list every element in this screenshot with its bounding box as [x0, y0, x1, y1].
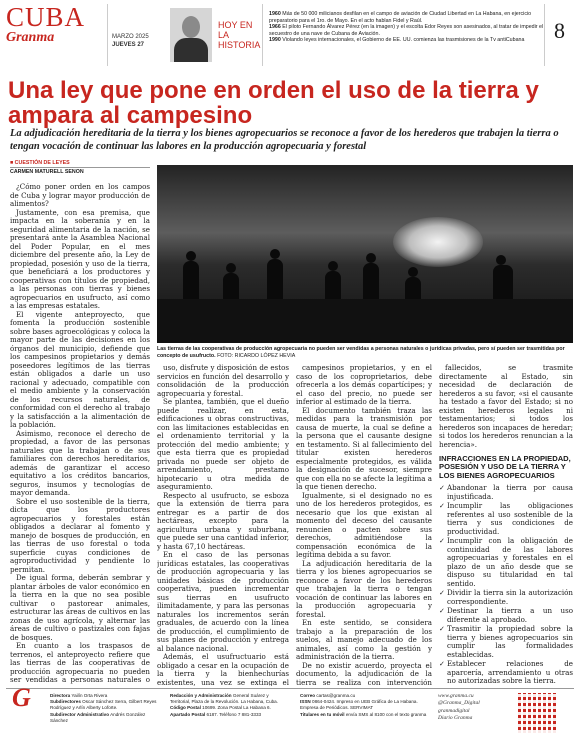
infraction-item: ✓ Incumplir con la obligación de continuidad de las labores agropecuarias y forestales en el plazo de un año desde que se dispuso su titularidad en tal sentido.: [439, 537, 573, 588]
issue-day: JUEVES 27: [112, 42, 145, 48]
history-year: 1966: [269, 24, 281, 31]
article-column-1: [10, 183, 150, 685]
social-link[interactable]: www.granma.cu: [438, 693, 474, 699]
article-column-3: [296, 364, 432, 686]
headline: Una ley que pone en orden el uso de la tierra y ampara al campesino: [8, 77, 539, 129]
history-item: [269, 24, 544, 37]
staff-line: [170, 712, 292, 718]
article-column-4: [439, 364, 573, 686]
staff-label: Titulares en tu móvil: [300, 711, 345, 717]
article-paragraph: El vigente anteproyecto, que fomenta la producción sostenible sobre bases agroecológicas y coloca la mayor parte de las decisiones en los órganos del municipio, defiende que los campesinos propietarios y demás poseedores legítimos de las tierras están obligados a darle un uso racional y adecuado, compatible con el medio ambiente y la conservación de los recursos naturales, de conformidad con el derecho al trabajo y la satisfacción a la alimentación de la población.: [10, 309, 150, 429]
article-paragraph: De no existir acuerdo, proyecta el documento, la adjudicación de la tierra se realiza con intervención: [296, 660, 432, 686]
subheadline: La adjudicación hereditaria de la tierra y los bienes agropecuarios se reconoce a favor de los herederos que trabajen la tierra o tengan vocación de continuar las labores en la producción agropecuaria y forestal: [10, 128, 559, 152]
infractions-box: [439, 455, 573, 686]
staff-label: Subdirectores: [50, 699, 81, 705]
article-paragraph: Además, el usufructuario está obligado a cesar en la ocupación de la tierra y la bienhechurías existentes, una vez se extinga el: [157, 652, 289, 686]
author-name: CARMEN MATURELL SENON: [10, 167, 150, 176]
article-paragraph: En el caso de las personas jurídicas estatales, las cooperativas de producción agropecuaria y las unidades básicas de producción cooperativa, pueden incrementar sus tierras en usufructo ilimitadamente, y para las personas naturales los incrementos serán graduales, de acuerdo con la línea de producción, el cumplimiento de sus planes de producción y entrega al balance nacional.: [157, 550, 289, 653]
photo-credit: FOTO: RICARDO LÓPEZ HEVIA: [217, 352, 296, 359]
article-photo: [157, 165, 573, 343]
photo-caption: [157, 346, 573, 359]
history-item: [269, 37, 544, 44]
staff-label: Código Postal: [170, 705, 201, 711]
staff-line: [50, 712, 162, 724]
staff-value: 10699. Zona Postal La Habana 6.: [202, 705, 271, 711]
sunset-glow-shape: [393, 217, 483, 267]
infractions-list: [439, 484, 573, 686]
issue-month: MARZO 2025: [112, 34, 149, 40]
history-text: Más de 50 000 milicianos desfilan en el campo de aviación de Ciudad Libertad en La Habana, en ejercicio preparatorio para el 1ro. de Mayo. En el acto hablan Fidel y Raúl.: [269, 11, 532, 24]
staff-label: Apartado Postal: [170, 711, 206, 717]
staff-value: General Suárez y: [232, 693, 269, 698]
staff-value: Territorial, Plaza de la Revolución. La Habana, Cuba.: [170, 699, 279, 705]
staff-column-2: [166, 689, 296, 736]
article-paragraph: Asimismo, reconoce el derecho de propiedad, a favor de las personas naturales que la trabajan o de sus familiares con derechos hereditarios, además de garantizar el acceso equitativo a los créditos bancarios, seguros, insumos y tecnologías de mayor demanda.: [10, 428, 150, 497]
article-paragraph: En este sentido, se considera trabajo a la preparación de los suelos, al manejo adecuado de los animales, así como la gestión y administración de la tierra.: [296, 618, 432, 661]
page-number: 8: [544, 4, 574, 66]
staff-line: [300, 712, 432, 718]
staff-value: Andrés González Sánchez: [50, 711, 146, 723]
article-paragraph: Igualmente, si el designado no es uno de los herederos protegidos, es necesario que los que existan al momento del deceso del causante renuncien o pacten sobre sus derechos, admitiéndose la compensación económica de la legítima debida a su favor.: [296, 490, 432, 559]
section-logo: [6, 4, 108, 66]
masthead: [6, 4, 574, 66]
article-paragraph: fallecidos, se trasmite directamente al Estado, sin necesidad de declaración de herederos a su favor, «si el causante ha testado a favor del Estado; si no existen herederos legales ni testamentarios; si todos los herederos son incapaces de heredar; si todos los herederos renuncian a la herencia».: [439, 364, 573, 449]
staff-label: Subdirector Administrativo: [50, 711, 110, 717]
social-link[interactable]: granmadigital: [438, 707, 470, 714]
article-column-2: [157, 364, 289, 686]
history-year: 1960: [269, 11, 281, 17]
section-title: CUBA: [6, 2, 86, 32]
history-year: 1990: [269, 37, 281, 44]
caption-text: Las tierras de las cooperativas de producción agropecuaria no pueden ser vendidas a personas naturales o jurídicas privadas, pero sí pueden ser trasmitidas por concepto de usufructo.: [157, 346, 565, 359]
article-paragraph: La adjudicación hereditaria de la tierra y los bienes agropecuarios se reconoce a favor de los herederos que trabajen la tierra o tengan vocación de continuar las labores en la producción agropecuaria y forestal.: [296, 558, 432, 619]
staff-label: Redacción y Administración: [170, 693, 232, 698]
staff-value: 0864-0424. Impreso en UEB Gráfica de La Habana.: [312, 699, 418, 705]
staff-value: cartas@granma.cu: [316, 693, 356, 698]
footer-logo: G: [12, 683, 31, 712]
infraction-item: ✓ Trasmitir la propiedad sobre la tierra y bienes agropecuarios sin cumplir las formalidades establecidas.: [439, 625, 573, 659]
staff-value: Rodríguez y Arlín Alberty Loforte.: [50, 705, 118, 711]
staff-label: Directora: [50, 693, 71, 698]
qr-code-icon[interactable]: [518, 693, 558, 733]
staff-value: 6187. Teléfono 7 881-3333: [206, 711, 262, 717]
brand-name: Granma: [6, 30, 55, 45]
article-paragraph: De igual forma, deberán sembrar y plantar árboles de valor económico en la tierra en la que no sea posible cultivar o pastorear animales, estructurar las áreas de cultivos en las zonas de uso agrícola, y alternar las áreas de cultivo o pastizales con fajas de bosques.: [10, 573, 150, 642]
article-paragraph: Respecto al usufructo, se esboza que la extensión de tierra para entregar es a partir de dos hectáreas, excepto para la agricultura urbana y suburbana, que puede ser una cantidad inferior, y hasta 67,10 hectáreas.: [157, 490, 289, 551]
footer: [6, 683, 574, 736]
article-paragraph: ¿Cómo poner orden en los campos de Cuba y lograr mayor producción de alimentos?: [10, 183, 150, 208]
article-paragraph: El documento también traza las medidas para la transmisión por causa de muerte, la cual se define a la persona que el causante designe en testamento. Si al fallecimiento del titular existen herederos especialmente protegidos, es válida la designación de sucesor, siempre que con ella no se afecte la legítima a la que tienen derecho.: [296, 405, 432, 491]
infraction-item: ✓ Dividir la tierra sin la autorización correspondiente.: [439, 589, 573, 606]
portrait-face-shape: [182, 16, 200, 38]
staff-value: Yailín Orta Rivera: [71, 693, 108, 698]
infraction-item: ✓ Destinar la tierra a un uso diferente al aprobado.: [439, 607, 573, 624]
article-paragraph: Sobre el uso sostenible de la tierra, dicta que los productores agropecuarios y forestales están obligados a declarar al fomento y manejo de bosques de producción, en las tierras de uso forestal o toda superficie cuyas condiciones de agroproductividad y pendiente lo permitan.: [10, 496, 150, 574]
infraction-item: ✓ Abandonar la tierra por causa injustificada.: [439, 484, 573, 501]
article-paragraph: En cuanto a los traspasos de terrenos, el anteproyecto refiere que las tierras de las cooperativas de producción agropecuaria no pueden ser vendidas a personas naturales o: [10, 641, 150, 684]
history-portrait-image: [170, 8, 212, 62]
social-link[interactable]: Diario Granma: [438, 715, 473, 722]
social-links: [436, 689, 516, 736]
hoy-en-la-historia-label: HOY EN LA HISTORIA: [218, 20, 261, 50]
history-list: [262, 4, 544, 66]
social-link[interactable]: @Granma_Digital: [438, 700, 480, 707]
issue-date: [108, 4, 170, 66]
infraction-item: ✓ Incumplir las obligaciones referentes al uso sostenible de la tierra y sus condiciones de productividad.: [439, 502, 573, 536]
staff-column-1: [46, 689, 166, 736]
article-paragraph: uso, disfrute y disposición de estos servicios en función del desarrollo y consolidación de la producción agropecuaria y forestal.: [157, 364, 289, 398]
article-paragraph: Justamente, con esa premisa, que impacta en la soberanía y en la seguridad alimentaria de la nación, se presentará ante la Asamblea Nacional del Poder Popular, en el mes diciembre del presente año, la Ley de propiedad, posesión y uso de la tierra, que beneficiará a los productores y cooperativas con títulos de propiedad, a las personas con tierras y bienes agropecuarios en usufructo, así como a las empresas estatales.: [10, 207, 150, 310]
infractions-heading: INFRACCIONES EN LA PROPIEDAD, POSESIÓN Y USO DE LA TIERRA Y LOS BIENES AGROPECUARIOS: [439, 454, 571, 480]
portrait-body-shape: [174, 38, 208, 62]
history-item: [269, 11, 544, 24]
article-paragraph: campesinos propietarios, y en el caso de los coproprietarios, debe ofrecerla a los demás copartícipes; y el caso del precio, no puede ser inferior al estimado de la tierra.: [296, 364, 432, 406]
infraction-item: ✓ Establecer relaciones de aparcería, arrendamiento u otras no autorizadas sobre la tierra.: [439, 660, 573, 686]
staff-label: ISSN: [300, 699, 311, 705]
staff-label: Correo: [300, 693, 316, 698]
staff-value: envía SMS al 8100 con el texto granma: [345, 711, 427, 717]
field-ground-shape: [157, 299, 573, 343]
staff-value: Oscar Sánchez Serra, Gilbert Reyes: [82, 699, 157, 705]
section-tag: ■ CUESTIÓN DE LEYES: [10, 160, 70, 166]
staff-column-3: [296, 689, 436, 736]
article-paragraph: Se plantea, también, que el dueño puede realizar, en esta, edificaciones u obras constructivas, con las limitaciones establecidas en el ordenamiento territorial y la protección del medio ambiente; y que esta tierra que es propiedad privada no puede ser objeto de arrendamiento, prestamo hipotecario u otra medida de aseguramiento.: [157, 397, 289, 491]
history-text: Violando leyes internacionales, el Gobierno de EE. UU. comienza las trasmisiones de la Tv antiCubana: [282, 37, 525, 44]
history-text: El piloto Fernando Álvarez Pérez (en la imagen) y el escolta Edor Reyes son asesinados, al tratar de impedir el secuestro de una nave de Cubana de Aviación.: [269, 24, 544, 37]
staff-value: Empresa de Periódicos. SERVIMAT: [300, 705, 374, 711]
byline: [10, 160, 150, 176]
